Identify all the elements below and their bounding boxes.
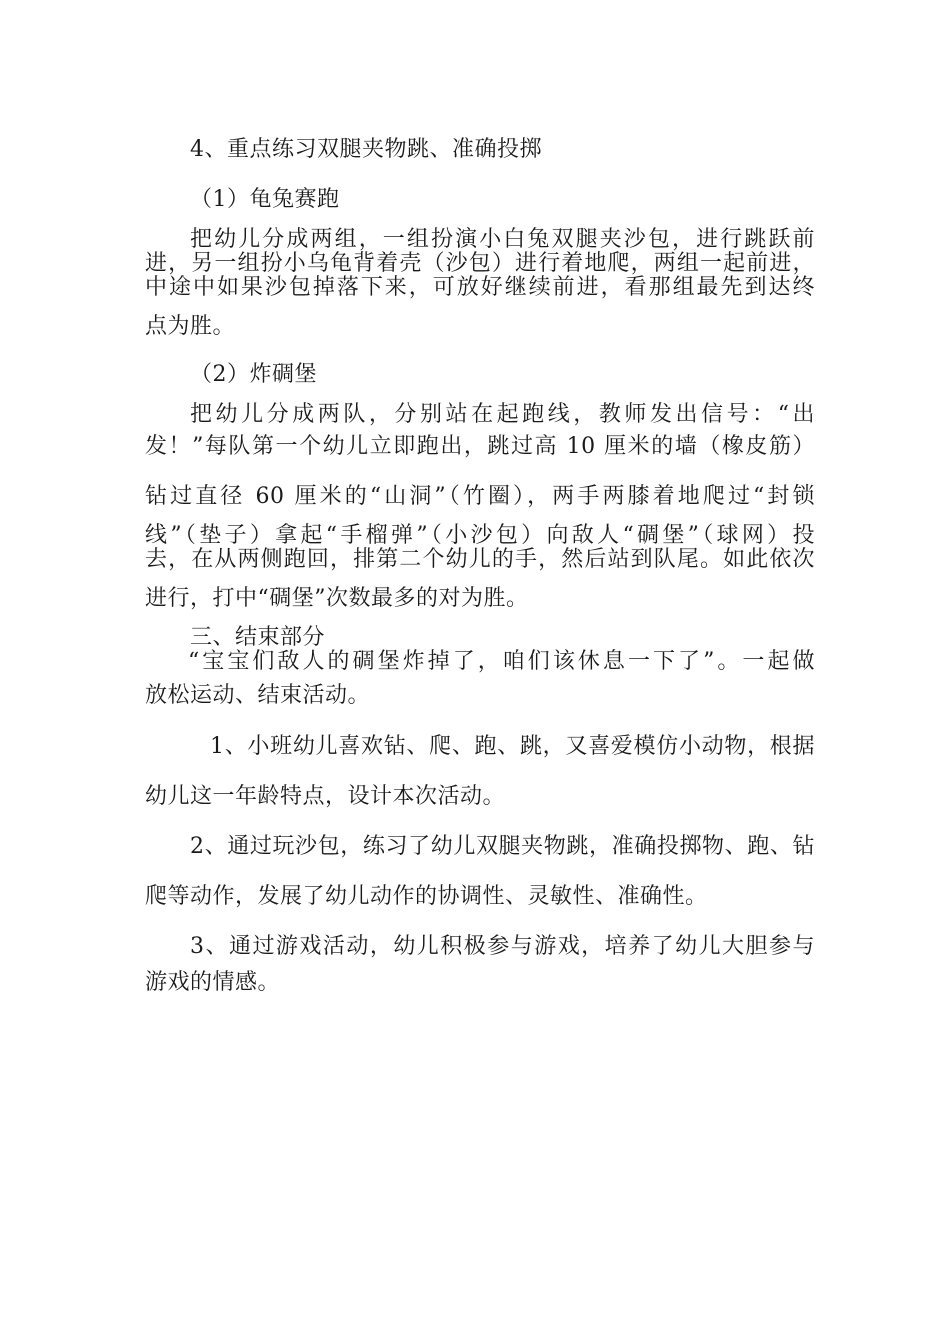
game-title-tortoise-hare: （1）龟兔赛跑 (190, 187, 340, 212)
section-heading-practice: 4、重点练习双腿夹物跳、准确投掷 (190, 137, 542, 162)
game-title-bomb-bunker: （2）炸碉堡 (190, 362, 317, 387)
section-heading-ending: 三、结束部分 (190, 625, 326, 650)
paragraph-line: 钻过直径 60 厘米的“山洞”（竹圈），两手两膝着地爬过“封锁 (145, 484, 815, 509)
paragraph-line: 把幼儿分成两队，分别站在起跑线，教师发出信号：“出 (190, 402, 815, 427)
paragraph-line: 游戏的情感。 (145, 970, 281, 995)
reflection-item-1: 1、小班幼儿喜欢钻、爬、跑、跳，又喜爱模仿小动物，根据 (210, 734, 815, 759)
paragraph-line: 去，在从两侧跑回，排第二个幼儿的手，然后站到队尾。如此依次 (145, 547, 815, 572)
paragraph-line: 发！”每队第一个幼儿立即跑出，跳过高 10 厘米的墙（橡皮筋） (145, 434, 815, 459)
paragraph-line: 点为胜。 (145, 314, 236, 339)
paragraph-line: 爬等动作，发展了幼儿动作的协调性、灵敏性、准确性。 (145, 884, 708, 909)
paragraph-line: “宝宝们敌人的碉堡炸掉了，咱们该休息一下了”。一起做 (188, 649, 815, 674)
paragraph-line: 进，另一组扮小乌龟背着壳（沙包）进行着地爬，两组一起前进， (145, 251, 815, 276)
paragraph-line: 把幼儿分成两组，一组扮演小白兔双腿夹沙包，进行跳跃前 (190, 227, 815, 252)
reflection-item-2: 2、通过玩沙包，练习了幼儿双腿夹物跳，准确投掷物、跑、钻 (190, 834, 815, 859)
paragraph-line: 幼儿这一年龄特点，设计本次活动。 (145, 784, 506, 809)
paragraph-line: 线”（垫子）拿起“手榴弹”（小沙包）向敌人“碉堡”（球网）投 (145, 523, 815, 548)
reflection-item-3: 3、通过游戏活动，幼儿积极参与游戏，培养了幼儿大胆参与 (190, 934, 815, 959)
paragraph-line: 进行，打中“碉堡”次数最多的对为胜。 (145, 586, 529, 611)
paragraph-line: 放松运动、结束活动。 (145, 683, 371, 708)
paragraph-line: 中途中如果沙包掉落下来，可放好继续前进，看那组最先到达终 (145, 275, 815, 300)
